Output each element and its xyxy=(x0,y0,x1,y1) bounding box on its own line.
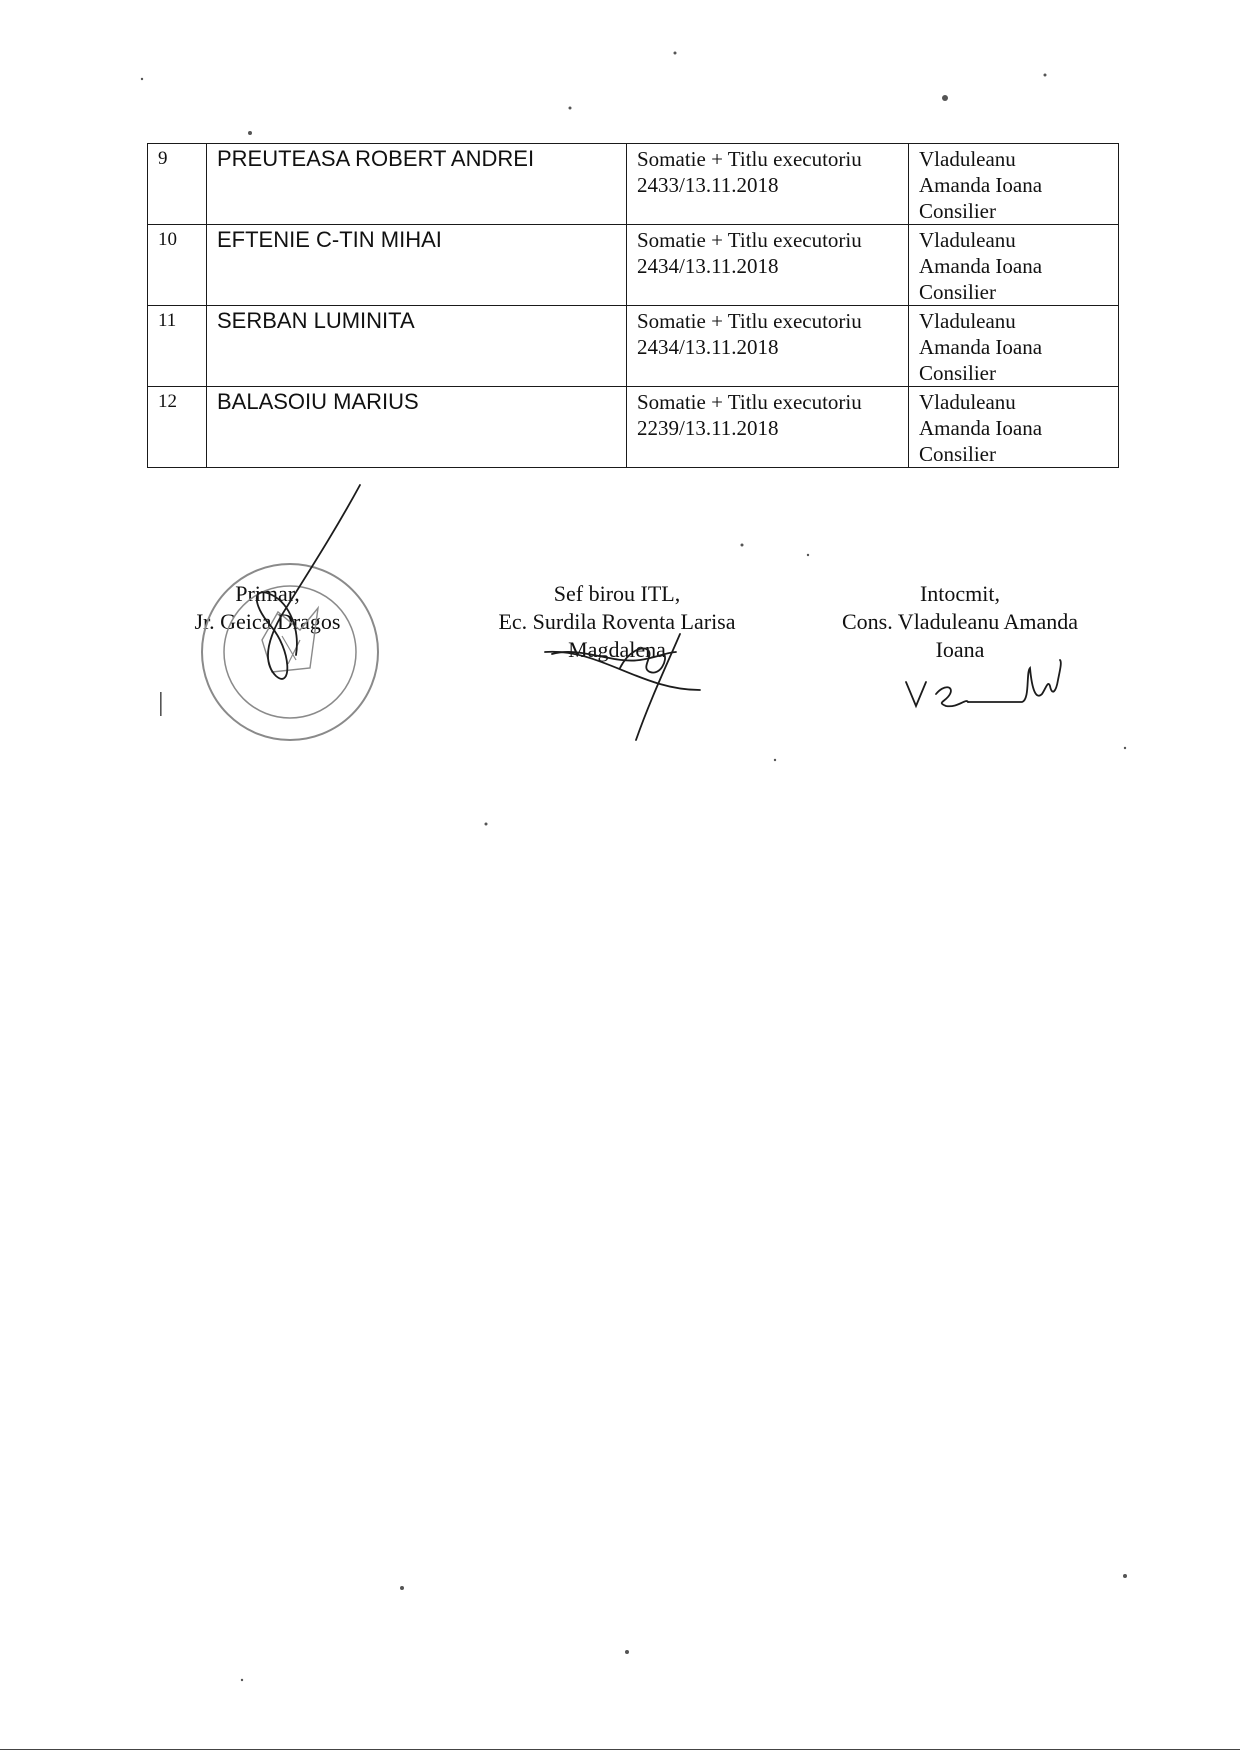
responsible-cell xyxy=(909,225,1119,306)
responsible-surname: Vladuleanu xyxy=(919,147,1016,171)
mayor-signature-block xyxy=(160,580,375,636)
responsible-role: Consilier xyxy=(919,361,996,385)
debtor-name: PREUTEASA ROBERT ANDREI xyxy=(207,144,627,225)
preparer-signature xyxy=(906,660,1061,706)
row-number: 12 xyxy=(148,387,207,468)
document-number: 2434/13.11.2018 xyxy=(637,254,779,278)
table-row xyxy=(148,225,1119,306)
mayor-title: Primar, xyxy=(235,581,300,606)
scan-edge xyxy=(0,1749,1240,1750)
responsible-surname: Vladuleanu xyxy=(919,309,1016,333)
debtor-name: SERBAN LUMINITA xyxy=(207,306,627,387)
document-cell xyxy=(627,225,909,306)
table-row xyxy=(148,306,1119,387)
mayor-name: Jr. Geica Dragos xyxy=(194,609,341,634)
document-cell xyxy=(627,387,909,468)
document-type: Somatie + Titlu executoriu xyxy=(637,390,862,414)
row-number: 9 xyxy=(148,144,207,225)
itl-head-signature-block xyxy=(458,580,776,664)
debtor-name: EFTENIE C-TIN MIHAI xyxy=(207,225,627,306)
responsible-given-name: Amanda Ioana xyxy=(919,335,1043,359)
itl-head-name-cont: Magdalena xyxy=(568,637,666,662)
document-type: Somatie + Titlu executoriu xyxy=(637,147,862,171)
responsible-cell xyxy=(909,387,1119,468)
responsible-given-name: Amanda Ioana xyxy=(919,173,1043,197)
preparer-title: Intocmit, xyxy=(919,581,1001,606)
table-row xyxy=(148,387,1119,468)
document-number: 2433/13.11.2018 xyxy=(637,173,779,197)
document-cell xyxy=(627,306,909,387)
itl-head-title: Sef birou ITL, xyxy=(553,581,681,606)
preparer-name-cont: Ioana xyxy=(935,637,985,662)
responsible-role: Consilier xyxy=(919,442,996,466)
itl-head-name: Ec. Surdila Roventa Larisa xyxy=(498,609,736,634)
row-number: 11 xyxy=(148,306,207,387)
debtors-table xyxy=(147,143,1119,468)
responsible-given-name: Amanda Ioana xyxy=(919,254,1043,278)
debtor-name: BALASOIU MARIUS xyxy=(207,387,627,468)
document-type: Somatie + Titlu executoriu xyxy=(637,309,862,333)
responsible-role: Consilier xyxy=(919,280,996,304)
preparer-name: Cons. Vladuleanu Amanda xyxy=(841,609,1079,634)
document-cell xyxy=(627,144,909,225)
responsible-surname: Vladuleanu xyxy=(919,390,1016,414)
document-type: Somatie + Titlu executoriu xyxy=(637,228,862,252)
responsible-cell xyxy=(909,144,1119,225)
responsible-given-name: Amanda Ioana xyxy=(919,416,1043,440)
table-row xyxy=(148,144,1119,225)
document-number: 2434/13.11.2018 xyxy=(637,335,779,359)
preparer-signature-block xyxy=(810,580,1110,664)
responsible-surname: Vladuleanu xyxy=(919,228,1016,252)
responsible-role: Consilier xyxy=(919,199,996,223)
row-number: 10 xyxy=(148,225,207,306)
responsible-cell xyxy=(909,306,1119,387)
document-number: 2239/13.11.2018 xyxy=(637,416,779,440)
